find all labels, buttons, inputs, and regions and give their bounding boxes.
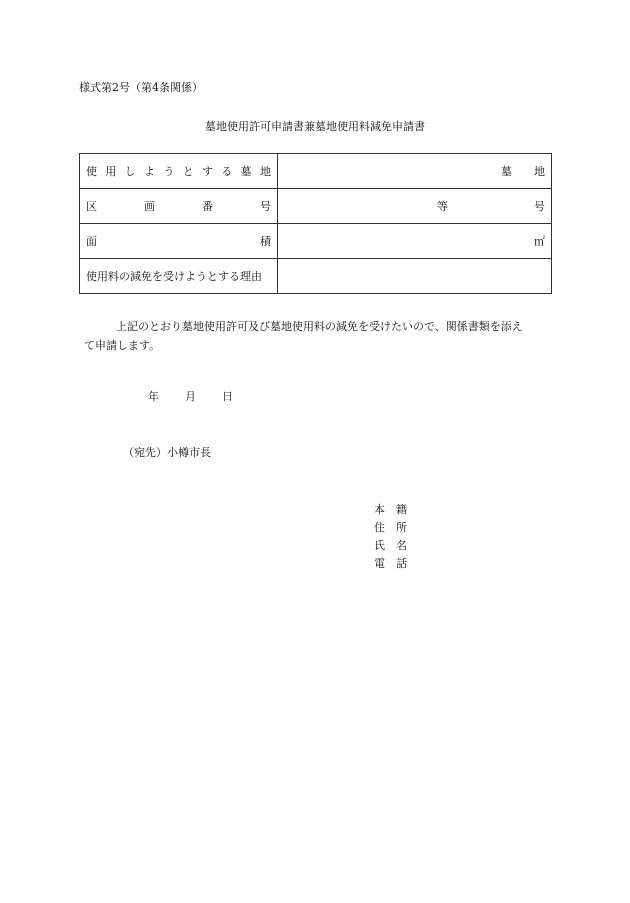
label-char: と [182, 165, 194, 178]
statement-line-1: 上記のとおり墓地使用許可及び墓地使用料の減免を受けたいので、関係書類を添え [116, 320, 523, 333]
label-area [80, 224, 278, 259]
label-char: 地 [259, 165, 271, 178]
form-number: 様式第2号（第4条関係） [79, 81, 203, 94]
value-char: 地 [534, 165, 545, 178]
label-char: す [201, 165, 213, 178]
applicant-char: 電 [374, 557, 385, 570]
applicant-char: 名 [396, 539, 407, 552]
value-area[interactable] [278, 224, 552, 259]
applicant-char: 籍 [396, 503, 407, 516]
number-label: 号 [534, 200, 545, 213]
value-char: 墓 [501, 165, 512, 178]
value-reason[interactable] [278, 259, 552, 294]
applicant-char: 本 [374, 503, 385, 516]
applicant-domicile [374, 501, 418, 519]
label-char: 使 [86, 165, 97, 178]
date-year: 年 [148, 390, 159, 403]
applicant-char: 氏 [374, 539, 385, 552]
label-char: 用 [105, 165, 117, 178]
applicant-name [374, 537, 418, 555]
statement-line-2: て申請します。 [84, 339, 161, 352]
date-month: 月 [185, 390, 196, 403]
label-reason: 使用料の減免を受けようとする理由 [80, 259, 278, 294]
date-line [148, 390, 233, 404]
value-cemetery[interactable] [278, 154, 552, 189]
applicant-char: 話 [396, 557, 407, 570]
label-char: 区 [86, 200, 97, 213]
date-day: 日 [222, 390, 233, 403]
label-char: 号 [260, 200, 271, 213]
label-char: よ [143, 165, 155, 178]
applicant-phone [374, 555, 418, 573]
addressee: （宛先）小樽市長 [123, 446, 211, 459]
label-char: 面 [86, 235, 97, 248]
applicant-block [374, 501, 418, 573]
label-char: 積 [260, 235, 271, 248]
document-title: 墓地使用許可申請書兼墓地使用料減免申請書 [205, 120, 425, 133]
label-char: 画 [144, 200, 155, 213]
label-char: う [163, 165, 175, 178]
value-plot-number[interactable] [278, 189, 552, 224]
applicant-char: 住 [374, 521, 385, 534]
grade-label: 等 [437, 200, 448, 213]
area-unit: ㎡ [534, 235, 545, 248]
table-row-area [80, 224, 552, 259]
table-row-plot-number [80, 189, 552, 224]
table-row-reason [80, 259, 552, 294]
statement-text [84, 317, 555, 355]
label-cemetery [80, 154, 278, 189]
application-table [79, 153, 552, 294]
label-plot-number [80, 189, 278, 224]
label-char: 番 [202, 200, 213, 213]
applicant-address [374, 519, 418, 537]
label-char: し [124, 165, 136, 178]
label-char: 墓 [240, 165, 252, 178]
applicant-char: 所 [396, 521, 407, 534]
table-row-cemetery [80, 154, 552, 189]
label-char: る [221, 165, 233, 178]
